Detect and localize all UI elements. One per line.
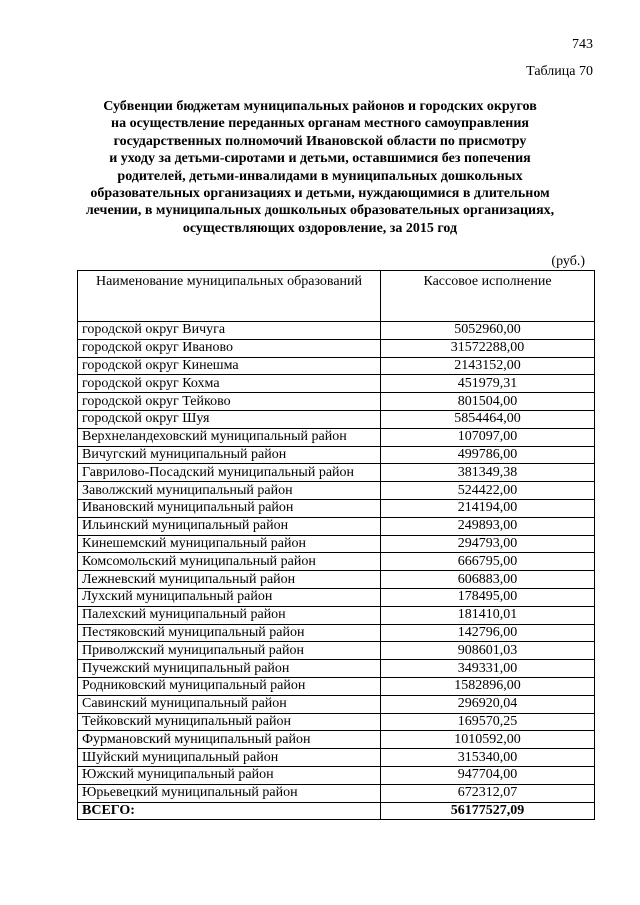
amount-value: 315340,00 — [381, 749, 595, 767]
table-row — [78, 446, 595, 464]
amount-value: 178495,00 — [381, 588, 595, 606]
amount-value: 1582896,00 — [381, 677, 595, 695]
municipality-name: городской округ Шуя — [78, 410, 381, 428]
municipality-name: Вичугский муниципальный район — [78, 446, 381, 464]
amount-value: 908601,03 — [381, 642, 595, 660]
municipality-name: Пучежский муниципальный район — [78, 660, 381, 678]
municipality-name: Ивановский муниципальный район — [78, 499, 381, 517]
amount-value: 947704,00 — [381, 766, 595, 784]
table-row — [78, 322, 595, 340]
column-header-name: Наименование муниципальных образований — [78, 271, 381, 322]
municipality-name: Гаврилово-Посадский муниципальный район — [78, 464, 381, 482]
amount-value: 5854464,00 — [381, 410, 595, 428]
title-line: осуществляющих оздоровление, за 2015 год — [182, 220, 458, 236]
table-row — [78, 642, 595, 660]
column-header-value: Кассовое исполнение — [381, 271, 595, 322]
municipality-name: городской округ Вичуга — [78, 322, 381, 340]
municipality-name: Савинский муниципальный район — [78, 695, 381, 713]
table-row — [78, 749, 595, 767]
municipality-name: Кинешемский муниципальный район — [78, 535, 381, 553]
municipality-name: Родниковский муниципальный район — [78, 677, 381, 695]
amount-value: 249893,00 — [381, 517, 595, 535]
municipality-name: городской округ Тейково — [78, 393, 381, 411]
municipality-name: Лухский муниципальный район — [78, 588, 381, 606]
table-row — [78, 464, 595, 482]
total-label: ВСЕГО: — [78, 802, 381, 820]
table-row — [78, 357, 595, 375]
table-row — [78, 784, 595, 802]
table-row — [78, 713, 595, 731]
municipality-name: Лежневский муниципальный район — [78, 571, 381, 589]
municipality-name: городской округ Кинешма — [78, 357, 381, 375]
amount-value: 666795,00 — [381, 553, 595, 571]
total-row — [78, 802, 595, 820]
table-row — [78, 660, 595, 678]
table-label: Таблица 70 — [526, 64, 593, 79]
municipality-name: Фурмановский муниципальный район — [78, 731, 381, 749]
title-line: и уходу за детьми-сиротами и детьми, оставшимися без попечения — [109, 151, 531, 167]
table-header-row — [78, 271, 595, 322]
title-line: родителей, детьми-инвалидами в муниципальных дошкольных — [117, 168, 523, 184]
table-row — [78, 393, 595, 411]
municipality-name: Ильинский муниципальный район — [78, 517, 381, 535]
municipality-name: Шуйский муниципальный район — [78, 749, 381, 767]
amount-value: 801504,00 — [381, 393, 595, 411]
title-line: образовательных организациях и детьми, нуждающимися в длительном — [90, 186, 550, 202]
title-line: лечении, в муниципальных дошкольных образовательных организациях, — [85, 203, 555, 219]
amount-value: 142796,00 — [381, 624, 595, 642]
amount-value: 499786,00 — [381, 446, 595, 464]
table-row — [78, 375, 595, 393]
municipality-name: Комсомольский муниципальный район — [78, 553, 381, 571]
table-row — [78, 410, 595, 428]
title-line: Субвенции бюджетам муниципальных районов и городских округов — [103, 99, 537, 114]
subventions-table — [77, 270, 595, 820]
page-number: 743 — [572, 37, 593, 52]
municipality-name: Юрьевецкий муниципальный район — [78, 784, 381, 802]
amount-value: 296920,04 — [381, 695, 595, 713]
title-line: государственных полномочий Ивановской области по присмотру — [113, 133, 527, 149]
table-row — [78, 553, 595, 571]
amount-value: 181410,01 — [381, 606, 595, 624]
table-row — [78, 517, 595, 535]
municipality-name: Южский муниципальный район — [78, 766, 381, 784]
table-row — [78, 695, 595, 713]
amount-value: 524422,00 — [381, 482, 595, 500]
table-row — [78, 624, 595, 642]
title-line: на осуществление переданных органам местного самоуправления — [111, 116, 529, 132]
table-row — [78, 766, 595, 784]
amount-value: 1010592,00 — [381, 731, 595, 749]
municipality-name: Приволжский муниципальный район — [78, 642, 381, 660]
currency-unit: (руб.) — [551, 254, 585, 269]
document-title — [0, 98, 640, 237]
amount-value: 31572288,00 — [381, 339, 595, 357]
table-row — [78, 482, 595, 500]
table-row — [78, 677, 595, 695]
amount-value: 169570,25 — [381, 713, 595, 731]
table-row — [78, 731, 595, 749]
amount-value: 2143152,00 — [381, 357, 595, 375]
amount-value: 672312,07 — [381, 784, 595, 802]
municipality-name: городской округ Кохма — [78, 375, 381, 393]
table-row — [78, 535, 595, 553]
municipality-name: городской округ Иваново — [78, 339, 381, 357]
municipality-name: Заволжский муниципальный район — [78, 482, 381, 500]
table-row — [78, 571, 595, 589]
amount-value: 381349,38 — [381, 464, 595, 482]
table-row — [78, 606, 595, 624]
amount-value: 451979,31 — [381, 375, 595, 393]
amount-value: 214194,00 — [381, 499, 595, 517]
table-row — [78, 588, 595, 606]
amount-value: 5052960,00 — [381, 322, 595, 340]
table-row — [78, 428, 595, 446]
table-row — [78, 499, 595, 517]
municipality-name: Палехский муниципальный район — [78, 606, 381, 624]
amount-value: 606883,00 — [381, 571, 595, 589]
amount-value: 294793,00 — [381, 535, 595, 553]
amount-value: 349331,00 — [381, 660, 595, 678]
municipality-name: Верхнеландеховский муниципальный район — [78, 428, 381, 446]
amount-value: 107097,00 — [381, 428, 595, 446]
table-row — [78, 339, 595, 357]
municipality-name: Пестяковский муниципальный район — [78, 624, 381, 642]
municipality-name: Тейковский муниципальный район — [78, 713, 381, 731]
total-value: 56177527,09 — [381, 802, 595, 820]
